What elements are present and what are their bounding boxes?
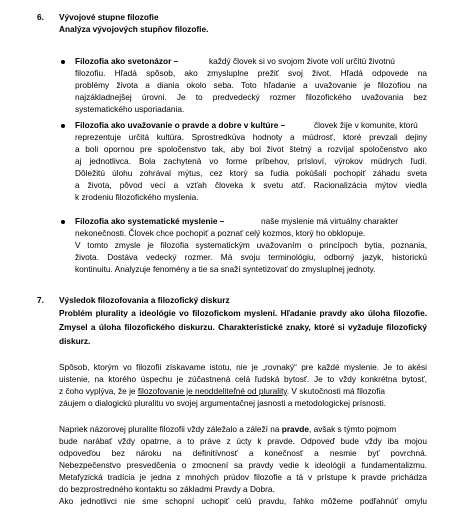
bullet-1-line-5: systematického usporiadania.	[75, 104, 185, 114]
para-2-line-1-pre: Napriek názorovej pluralite filozofii vždy záležalo a záleží na	[59, 424, 282, 434]
para-2-line-3: odpoveďou bez nároku na definitívnosť a konečnosť a nesmie byť povrchná.	[59, 448, 427, 458]
bullet-1-line-4: najzákladnejšej úrovni. Je to predvedecký rozmer filozofického uvažovania bez	[75, 92, 427, 102]
para-2-line-6: do bezprostredného kontaktu so základmi Pravdy a Dobra.	[59, 484, 275, 494]
bullet-3-line-1: naše myslenie má virtuálny charakter	[261, 216, 398, 226]
bullet-2-first-line	[75, 119, 418, 131]
bullet-1-line-1: každý človek si vo svojom živote volí určitú životnú	[209, 56, 395, 66]
para-2-line-4: Nebezpečenstvo presvedčenia o zmocnení sa pravdy vedie k ideológii a fundamentalizmu.	[59, 460, 427, 470]
bullet-1-lead: Filozofia ako svetonázor –	[75, 56, 179, 66]
bullet-2-line-4: aj jednotlivca. Bola zachytená vo forme príbehov, prísloví, výrokov múdrych ľudí.	[75, 156, 427, 166]
section-7-sub-line-2: Zmysel a úloha filozofického diskurzu. Charakteristické znaky, ktoré si vyžaduje filozofický	[59, 322, 427, 332]
para-1-line-4: záujem o dialogickú pluralitu vo svojej argumentačnej jasnosti a metodologickej prísnosti.	[59, 398, 386, 408]
para-2-line-7: Ako jednotlivci nie sme schopní uchopiť celú pravdu, ľahko môžeme podľahnúť omylu	[59, 496, 427, 506]
bullet-3-line-2: nekonečnosti. Človek chce pochopiť a poznať celý kozmos, ktorý ho obklopuje.	[75, 228, 366, 238]
section-7-sub-line-3: diskurz.	[59, 336, 91, 346]
bullet-3-first-line	[75, 215, 398, 227]
para-2-line-2: bude narábať vždy opatrne, a to práve z úcty k pravde. Odpoveď bude vždy iba mojou	[59, 436, 427, 446]
bullet-marker	[61, 60, 65, 64]
bullet-2-line-1: človek žije v komunite, ktorú	[314, 120, 418, 130]
bullet-2-lead: Filozofia ako uvažovanie o pravde a dobre v kultúre –	[75, 120, 286, 130]
bullet-2-line-5: Dôležitú úlohu zohrával mýtus, cez ktorý sa ľudia pokúšali pochopiť záhadu sveta	[75, 168, 427, 178]
bullet-marker	[61, 220, 65, 224]
bullet-3-lead: Filozofia ako systematické myslenie –	[75, 216, 225, 226]
bullet-1-first-line	[75, 55, 395, 67]
section-7-heading: Výsledok filozofovania a filozofický diskurz	[59, 295, 230, 305]
bullet-3-line-3: V tomto zmysle je filozofia systematickým uvažovaním o princípoch bytia, poznania,	[75, 240, 427, 250]
section-6-number: 6.	[37, 12, 44, 22]
section-6-heading: Vývojové stupne filozofie	[59, 12, 159, 22]
para-1-underlined-phrase: filozofovanie je neoddeliteľné od plurality	[137, 386, 287, 396]
para-2-bold-word: pravde	[281, 424, 309, 434]
bullet-2-line-3: a boli opornou pre spoločenstvo tak, aby bol život štetný a rozvíjal spoločenstvo ako	[75, 144, 427, 154]
bullet-2-line-2: reprezentuje určitá kultúra. Sprostredkúva hodnoty a múdrosť, ktoré prevzali dejiny	[75, 132, 427, 142]
para-1-line-3	[59, 385, 385, 397]
para-1-line-2: uistenie, na ktorého úspechu je zúčastnená celá ľudská bytosť. Je to vždy konkrétna bytosť,	[59, 374, 427, 384]
bullet-2-line-7: k zrodeniu filozofického myslenia.	[75, 192, 199, 202]
para-1-line-3-post: . V skutočnosti má filozofia	[286, 386, 386, 396]
para-2-line-5: Metafyzická tradícia je jedna z mnohých prúdov filozofie a tá v prístupe k pravde prichádza	[59, 472, 427, 482]
section-7-sub-line-1: Problém plurality a ideológie vo filozofickom myslení. Hľadanie pravdy ako úloha filozofie.	[59, 308, 427, 318]
bullet-1-line-3: problémy života a diania okolo seba. Toto hľadanie a uvažovanie je filozofiou na	[75, 80, 427, 90]
section-7-number: 7.	[37, 295, 44, 305]
para-2-line-1	[59, 423, 396, 435]
bullet-3-line-5: kontinuitu. Analyzuje fenomény a tie sa snaží syntetizovať do zmysluplnej jednoty.	[75, 264, 376, 274]
section-6-subheading: Analýza vývojových stupňov filozofie.	[59, 24, 209, 34]
bullet-1-line-2: filozofiu. Hľadá spôsob, ako zmysluplne prežiť svoj život. Hľadá odpovede na	[75, 68, 427, 78]
bullet-marker	[61, 124, 65, 128]
bullet-2-line-6: a života, pôvod vecí a vzťah človeka k svetu atď. Racionalizácia mýtov viedla	[75, 180, 427, 190]
para-1-line-3-pre: z čoho vyplýva, že je	[59, 386, 138, 396]
para-2-line-1-post: , avšak s týmto pojmom	[308, 424, 397, 434]
bullet-3-line-4: života. Dostáva vedecký rozmer. Má svoju terminológiu, odborný jazyk, historickú	[75, 252, 427, 262]
para-1-line-1: Spôsob, ktorým vo filozofii získavame istotu, nie je „rovnaký“ pre každé myslenie. Je to akési	[59, 362, 427, 372]
